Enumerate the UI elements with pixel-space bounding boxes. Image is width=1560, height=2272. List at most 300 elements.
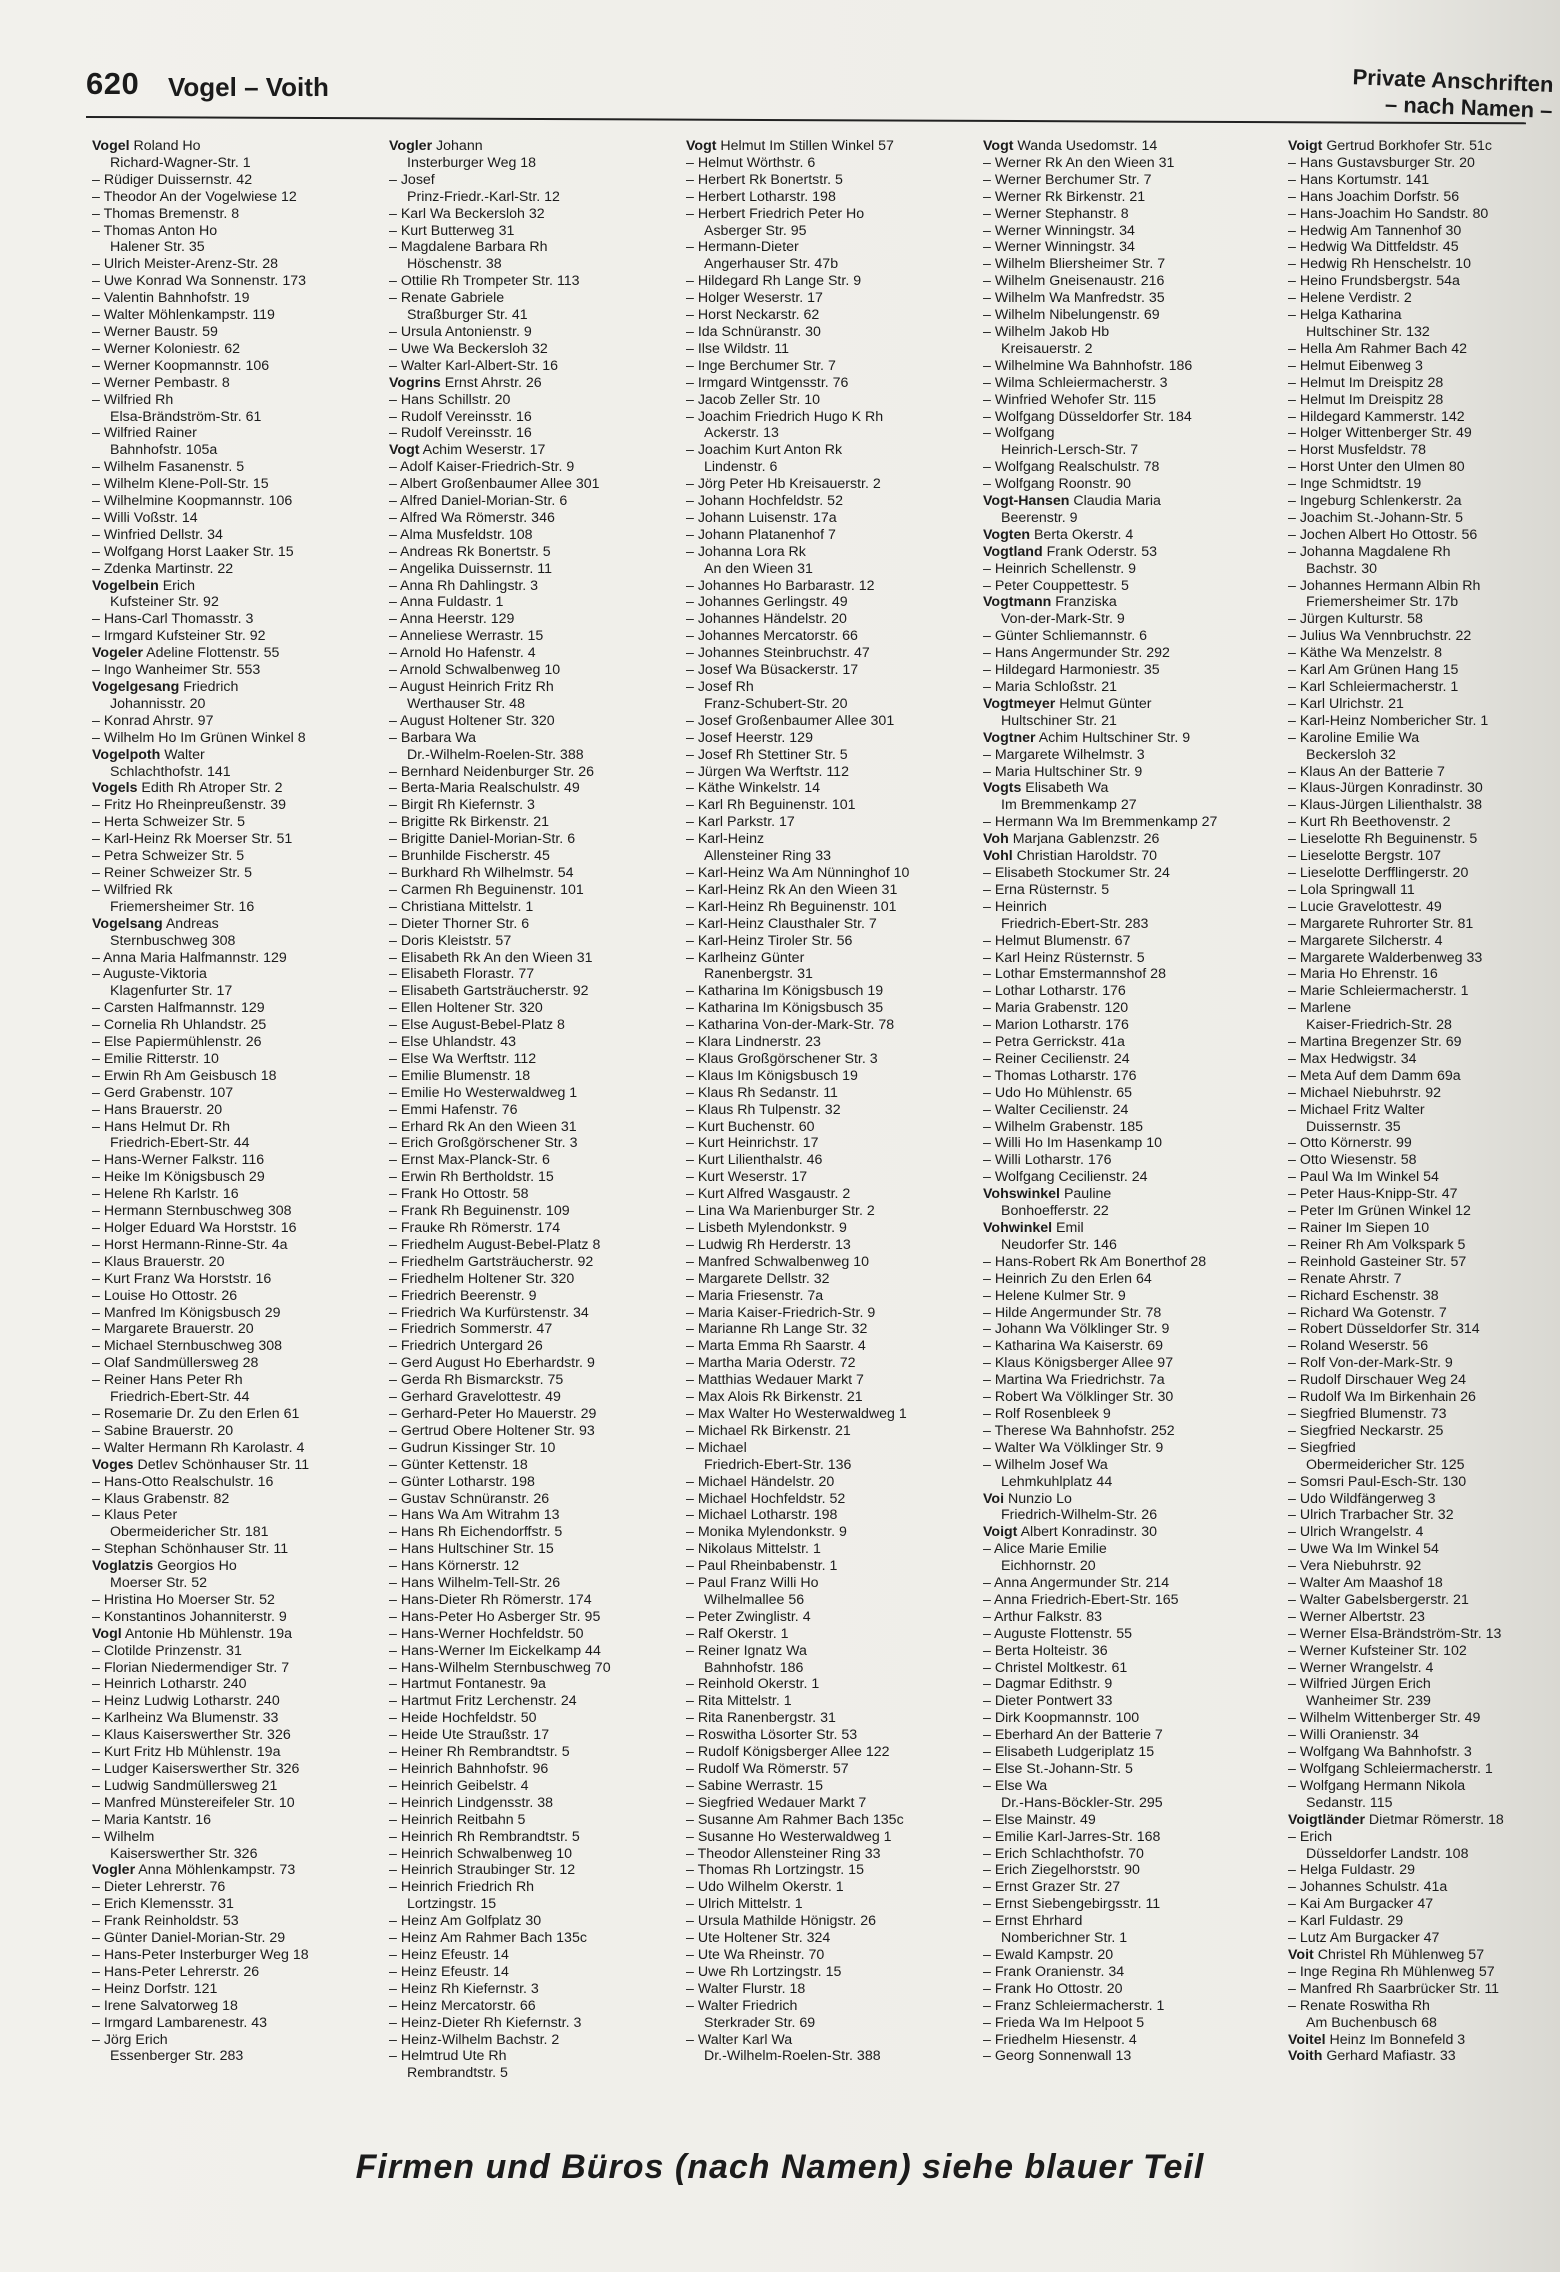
listing-entry <box>686 1879 978 1896</box>
entry-text: – Klaus Grabenstr. 82 <box>92 1490 230 1507</box>
listing-entry <box>983 307 1275 324</box>
listing-entry <box>1288 1474 1558 1491</box>
entry-text: – Werner Pembastr. 8 <box>92 374 230 391</box>
address-text: Straßburger Str. 41 <box>407 307 528 324</box>
listing-entry <box>686 1119 978 1136</box>
entry-text: – Otto Wiesenstr. 58 <box>1288 1152 1417 1169</box>
listing-entry <box>92 1288 384 1305</box>
entry-text: – Ludwig Sandmüllersweg 21 <box>92 1777 278 1794</box>
entry-text: – Helene Kulmer Str. 9 <box>983 1287 1126 1304</box>
listing-entry <box>92 611 384 628</box>
address-text: Friemersheimer Str. 17b <box>1306 594 1459 611</box>
surname: Vogelgesang <box>92 679 180 695</box>
listing-entry <box>686 1913 978 1930</box>
entry-text: – Dirk Koopmannstr. 100 <box>983 1710 1140 1727</box>
listing-entry <box>389 1271 681 1288</box>
column-2 <box>389 138 681 2082</box>
entry-text: – Margarete Brauerstr. 20 <box>92 1321 254 1338</box>
listing-entry <box>92 375 384 392</box>
listing-entry <box>983 1592 1275 1609</box>
listing-entry <box>92 1981 384 1998</box>
entry-text: – Brigitte Daniel-Morian-Str. 6 <box>389 831 576 848</box>
listing-entry <box>92 1085 384 1102</box>
entry-text: – Hans-Wilhelm Sternbuschweg 70 <box>389 1659 611 1676</box>
entry-text: – Werner Kufsteiner Str. 102 <box>1288 1642 1467 1659</box>
entry-text: – Hildegard Rh Lange Str. 9 <box>686 273 862 290</box>
listing-entry <box>983 1305 1275 1322</box>
entry-text: – Arnold Schwalbenweg 10 <box>389 662 561 679</box>
listing-entry <box>983 764 1275 781</box>
listing-entry <box>686 206 978 223</box>
listing-entry <box>389 1254 681 1271</box>
entry-text: – Cornelia Rh Uhlandstr. 25 <box>92 1017 267 1034</box>
listing-entry <box>389 730 681 747</box>
entry-text: – Kurt Lilienthalstr. 46 <box>686 1152 823 1169</box>
surname-entry <box>983 138 1275 155</box>
address-text: Prinz-Friedr.-Karl-Str. 12 <box>407 188 560 205</box>
listing-entry <box>686 510 978 527</box>
entry-text: – Jürgen Wa Werftstr. 112 <box>686 763 849 780</box>
entry-text: – Karl Am Grünen Hang 15 <box>1288 662 1459 679</box>
entry-text: – Katharina Im Königsbusch 35 <box>686 1000 884 1017</box>
listing-entry <box>92 1406 384 1423</box>
listing-entry <box>983 459 1275 476</box>
listing-entry <box>1288 1237 1558 1254</box>
entry-text: – Ellen Holtener Str. 320 <box>389 1000 543 1017</box>
listing-entry <box>389 966 681 983</box>
entry-text: – Ludger Kaiserswerther Str. 326 <box>92 1761 300 1777</box>
listing-entry <box>1288 358 1558 375</box>
listing-entry <box>983 865 1275 882</box>
surname: Vogelbein <box>92 577 159 594</box>
address-text: Friedrich-Ebert-Str. 44 <box>110 1389 250 1406</box>
entry-text: – Margarete Dellstr. 32 <box>686 1270 830 1287</box>
listing-entry <box>686 645 978 662</box>
entry-text: – Friedrich Sommerstr. 47 <box>389 1321 553 1338</box>
entry-text: – Reinhold Gasteiner Str. 57 <box>1288 1253 1467 1270</box>
listing-entry <box>686 476 978 493</box>
listing-entry <box>1288 831 1558 848</box>
listing-entry <box>389 392 681 409</box>
listing-entry <box>1288 1896 1558 1913</box>
listing-entry <box>686 1981 978 1998</box>
address-continuation <box>92 764 384 781</box>
entry-text: – Heinrich <box>983 898 1047 915</box>
entry-text: – Renate Roswitha Rh <box>1288 1997 1430 2014</box>
listing-entry <box>686 933 978 950</box>
listing-entry <box>983 375 1275 392</box>
entry-text: – Hans-Otto Realschulstr. 16 <box>92 1473 274 1490</box>
listing-entry <box>983 1643 1275 1660</box>
entry-text: Georgios Ho <box>153 1558 237 1575</box>
entry-text: – Erich Schlachthofstr. 70 <box>983 1845 1144 1862</box>
listing-entry <box>1288 341 1558 358</box>
entry-text: – Klara Lindnerstr. 23 <box>686 1034 821 1051</box>
listing-entry <box>92 1474 384 1491</box>
address-text: An den Wieen 31 <box>704 560 813 577</box>
entry-text: – Wolfgang Wa Bahnhofstr. 3 <box>1288 1744 1472 1761</box>
entry-text: – Heinrich Bahnhofstr. 96 <box>389 1761 549 1777</box>
surname: Vogtmann <box>983 594 1052 611</box>
entry-text: – Paul Wa Im Winkel 54 <box>1288 1169 1439 1186</box>
listing-entry <box>92 1660 384 1677</box>
address-text: Bahnhofstr. 186 <box>704 1659 804 1676</box>
listing-entry <box>389 1169 681 1186</box>
entry-text: – Klaus An der Batterie 7 <box>1288 763 1445 780</box>
listing-entry <box>92 1203 384 1220</box>
entry-text: – Barbara Wa <box>389 729 477 746</box>
listing-entry <box>92 307 384 324</box>
entry-text: – Michael Fritz Walter <box>1288 1101 1425 1118</box>
entry-text: – Wilhelm Fasanenstr. 5 <box>92 459 245 476</box>
entry-text: – Hedwig Wa Dittfeldstr. 45 <box>1288 239 1459 256</box>
entry-text: – Walter Wa Völklinger Str. 9 <box>983 1439 1164 1456</box>
listing-entry <box>686 155 978 172</box>
address-text: Friedrich-Ebert-Str. 283 <box>1001 915 1149 932</box>
listing-entry <box>1288 1778 1558 1795</box>
listing-entry <box>1288 476 1558 493</box>
entry-text: – Heinrich Friedrich Rh <box>389 1879 535 1896</box>
listing-entry <box>983 1119 1275 1136</box>
address-continuation <box>389 2065 681 2082</box>
entry-text: – Horst Unter den Ulmen 80 <box>1288 459 1465 476</box>
entry-text: – Walter Hermann Rh Karolastr. 4 <box>92 1439 305 1456</box>
listing-entry <box>983 1575 1275 1592</box>
entry-text: – Ursula Mathilde Hönigstr. 26 <box>686 1913 877 1930</box>
entry-text: – Vera Niebuhrstr. 92 <box>1288 1558 1422 1575</box>
listing-entry <box>389 797 681 814</box>
surname: Voh <box>983 831 1009 848</box>
listing-entry <box>1288 848 1558 865</box>
listing-entry <box>1288 493 1558 510</box>
entry-text: – Maria Hultschiner Str. 9 <box>983 763 1143 780</box>
surname: Vogts <box>983 780 1022 797</box>
listing-entry <box>1288 696 1558 713</box>
listing-entry <box>389 1491 681 1508</box>
entry-text: – Reiner Rh Am Volkspark 5 <box>1288 1236 1466 1253</box>
address-text: Obermeidericher Str. 125 <box>1306 1456 1465 1473</box>
entry-text: – Emilie Blumenstr. 18 <box>389 1067 531 1084</box>
listing-entry <box>92 1051 384 1068</box>
surname-entry <box>983 696 1275 713</box>
entry-text: – Paul Franz Willi Ho <box>686 1575 819 1592</box>
listing-entry <box>983 1744 1275 1761</box>
address-text: Hultschiner Str. 132 <box>1306 323 1430 340</box>
entry-text: – Erich <box>1288 1828 1333 1845</box>
address-continuation <box>686 223 978 240</box>
listing-entry <box>1288 1524 1558 1541</box>
address-continuation <box>389 696 681 713</box>
listing-entry <box>389 578 681 595</box>
address-text: Klagenfurter Str. 17 <box>110 983 233 1000</box>
listing-entry <box>686 865 978 882</box>
entry-text: – Wilhelmine Wa Bahnhofstr. 186 <box>983 357 1193 374</box>
entry-text: – Fritz Ho Rheinpreußenstr. 39 <box>92 797 286 814</box>
listing-entry <box>389 1220 681 1237</box>
address-text: Bahnhofstr. 105a <box>110 442 218 459</box>
listing-entry <box>1288 1609 1558 1626</box>
listing-entry <box>983 1862 1275 1879</box>
entry-text: – Lieselotte Derfflingerstr. 20 <box>1288 864 1469 881</box>
listing-entry <box>686 493 978 510</box>
listing-entry <box>686 1000 978 1017</box>
entry-text: – Wolfgang Cecilienstr. 24 <box>983 1169 1148 1186</box>
address-text: Im Bremmenkamp 27 <box>1001 797 1137 814</box>
listing-entry <box>983 578 1275 595</box>
entry-text: – Friedhelm Hiesenstr. 4 <box>983 2031 1137 2048</box>
entry-text: – Heinrich Zu den Erlen 64 <box>983 1270 1152 1287</box>
listing-entry <box>92 814 384 831</box>
entry-text: – Dieter Pontwert 33 <box>983 1693 1113 1710</box>
surname-entry <box>389 138 681 155</box>
surname-entry <box>92 1457 384 1474</box>
entry-text: – Rudolf Dirschauer Weg 24 <box>1288 1372 1466 1389</box>
listing-entry <box>1288 1102 1558 1119</box>
address-text: Ranenbergstr. 31 <box>704 966 813 983</box>
entry-text: – Rosemarie Dr. Zu den Erlen 61 <box>92 1405 300 1422</box>
entry-text: – Helmut Im Dreispitz 28 <box>1288 391 1444 408</box>
entry-text: – Karlheinz Günter <box>686 949 805 966</box>
entry-text: – Gustav Schnüranstr. 26 <box>389 1490 550 1507</box>
entry-text: Anna Möhlenkampstr. 73 <box>135 1862 296 1879</box>
entry-text: – Hans-Carl Thomasstr. 3 <box>92 611 254 628</box>
entry-text: – Marion Lotharstr. 176 <box>983 1017 1129 1034</box>
entry-text: – Hermann Wa Im Bremmenkamp 27 <box>983 814 1218 831</box>
listing-entry <box>389 2048 681 2065</box>
listing-entry <box>1288 966 1558 983</box>
entry-text: – Ulrich Wrangelstr. 4 <box>1288 1524 1424 1541</box>
entry-text: – Else St.-Johann-Str. 5 <box>983 1761 1133 1777</box>
listing-entry <box>389 2032 681 2049</box>
entry-text: – Wilhelm Ho Im Grünen Winkel 8 <box>92 729 306 746</box>
entry-text: – Katharina Von-der-Mark-Str. 78 <box>686 1017 895 1034</box>
listing-entry <box>1288 916 1558 933</box>
entry-text: – Auguste-Viktoria <box>92 966 207 983</box>
entry-text: – Heide Ute Straußstr. 17 <box>389 1727 550 1744</box>
entry-text: – Gerd August Ho Eberhardstr. 9 <box>389 1355 595 1372</box>
entry-text: – Karl Ulrichstr. 21 <box>1288 695 1404 712</box>
listing-entry <box>686 1406 978 1423</box>
entry-text: – Klaus Kaiserswerther Str. 326 <box>92 1727 291 1744</box>
listing-entry <box>92 1710 384 1727</box>
surname-entry <box>983 730 1275 747</box>
section-title-line1: Private Anschriften <box>1352 64 1554 97</box>
entry-text: – Manfred Im Königsbusch 29 <box>92 1304 281 1321</box>
listing-entry <box>389 594 681 611</box>
listing-entry <box>389 1119 681 1136</box>
address-text: Dr.-Wilhelm-Roelen-Str. 388 <box>704 2048 881 2065</box>
entry-text: – Werner Stephanstr. 8 <box>983 205 1129 222</box>
listing-entry <box>983 882 1275 899</box>
entry-text: – Anneliese Werrastr. 15 <box>389 628 544 645</box>
entry-text: – Irmgard Kufsteiner Str. 92 <box>92 628 266 645</box>
entry-text: – Heike Im Königsbusch 29 <box>92 1169 265 1186</box>
surname-entry <box>983 1186 1275 1203</box>
listing-entry <box>983 476 1275 493</box>
entry-text: – Udo Wildfängerweg 3 <box>1288 1490 1436 1507</box>
listing-entry <box>686 1474 978 1491</box>
address-continuation <box>983 1507 1275 1524</box>
entry-text: – Alfred Daniel-Morian-Str. 6 <box>389 493 568 510</box>
entry-text: – Kurt Rh Beethovenstr. 2 <box>1288 814 1451 831</box>
entry-text: – Johannes Mercatorstr. 66 <box>686 628 858 645</box>
address-text: Friemersheimer Str. 16 <box>110 898 255 915</box>
listing-entry <box>389 1558 681 1575</box>
entry-text: – Thomas Lotharstr. 176 <box>983 1067 1137 1084</box>
listing-entry <box>92 324 384 341</box>
entry-text: – Gertrud Obere Holtener Str. 93 <box>389 1422 595 1439</box>
listing-entry <box>92 273 384 290</box>
entry-text: – Heino Frundsbergstr. 54a <box>1288 273 1460 290</box>
listing-entry <box>686 1372 978 1389</box>
address-text: Schlachthofstr. 141 <box>110 763 231 780</box>
entry-text: – Rudolf Wa Im Birkenhain 26 <box>1288 1389 1476 1406</box>
listing-entry <box>983 1017 1275 1034</box>
entry-text: – Petra Schweizer Str. 5 <box>92 848 245 865</box>
address-continuation <box>92 696 384 713</box>
listing-entry <box>92 1034 384 1051</box>
entry-text: – Lothar Emstermannshof 28 <box>983 966 1166 983</box>
entry-text: – Berta Holteistr. 36 <box>983 1642 1108 1659</box>
entry-text: – Johann Wa Völklinger Str. 9 <box>983 1321 1170 1338</box>
listing-entry <box>983 1457 1275 1474</box>
address-text: Bonhoefferstr. 22 <box>1001 1203 1109 1220</box>
listing-entry <box>92 1829 384 1846</box>
entry-text: – Martha Maria Oderstr. 72 <box>686 1355 856 1372</box>
address-continuation <box>92 899 384 916</box>
listing-entry <box>686 1102 978 1119</box>
entry-text: – Karl-Heinz Rk An den Wieen 31 <box>686 881 898 898</box>
entry-text: – Max Hedwigstr. 34 <box>1288 1050 1417 1067</box>
listing-entry <box>389 662 681 679</box>
address-text: Wilhelmallee 56 <box>704 1591 805 1608</box>
entry-text: – Kai Am Burgacker 47 <box>1288 1896 1434 1913</box>
listing-entry <box>983 1609 1275 1626</box>
listing-entry <box>92 1237 384 1254</box>
listing-entry <box>983 1812 1275 1829</box>
entry-text: – Rolf Rosenbleek 9 <box>983 1405 1111 1422</box>
listing-entry <box>983 1846 1275 1863</box>
listing-entry <box>92 527 384 544</box>
listing-entry <box>389 916 681 933</box>
address-continuation <box>983 442 1275 459</box>
listing-entry <box>92 1338 384 1355</box>
entry-text: – Herta Schweizer Str. 5 <box>92 814 245 831</box>
listing-entry <box>1288 933 1558 950</box>
entry-text: – Udo Ho Mühlenstr. 65 <box>983 1084 1133 1101</box>
entry-text: – Klaus Peter <box>92 1507 178 1524</box>
entry-text: – Johannes Ho Barbarastr. 12 <box>686 577 875 594</box>
surname-entry <box>1288 1947 1558 1964</box>
listing-entry <box>686 628 978 645</box>
listing-entry <box>389 206 681 223</box>
entry-text: – Roland Weserstr. 56 <box>1288 1338 1429 1355</box>
listing-entry <box>1288 1727 1558 1744</box>
entry-text: – Lola Springwall 11 <box>1288 881 1415 898</box>
listing-entry <box>983 1660 1275 1677</box>
listing-entry <box>686 1541 978 1558</box>
entry-text: – Susanne Am Rahmer Bach 135c <box>686 1811 904 1828</box>
entry-text: – Anna Angermunder Str. 214 <box>983 1575 1170 1592</box>
listing-entry <box>1288 290 1558 307</box>
listing-entry <box>389 1321 681 1338</box>
listing-entry <box>983 223 1275 240</box>
entry-text: – Hans Helmut Dr. Rh <box>92 1118 230 1135</box>
address-text: Duissernstr. 35 <box>1306 1118 1401 1135</box>
entry-text: – Johannes Gerlingstr. 49 <box>686 594 848 611</box>
entry-text: – Hildegard Kammerstr. 142 <box>1288 408 1465 425</box>
entry-text: – Johann Platanenhof 7 <box>686 526 836 543</box>
address-continuation <box>92 1389 384 1406</box>
entry-text: – Louise Ho Ottostr. 26 <box>92 1287 238 1304</box>
surname-entry <box>1288 1812 1558 1829</box>
entry-text: – Wilhelm Wittenberger Str. 49 <box>1288 1710 1481 1727</box>
entry-text: Johann <box>432 138 483 154</box>
listing-entry <box>686 1524 978 1541</box>
surname-entry <box>983 831 1275 848</box>
entry-text: – Heinz-Wilhelm Bachstr. 2 <box>389 2031 560 2048</box>
entry-text: – Angelika Duissernstr. 11 <box>389 560 552 577</box>
entry-text: Emil <box>1052 1220 1084 1236</box>
entry-text: – Therese Wa Bahnhofstr. 252 <box>983 1422 1175 1439</box>
listing-entry <box>686 1288 978 1305</box>
listing-entry <box>983 1676 1275 1693</box>
entry-text: – Hans Gustavsburger Str. 20 <box>1288 154 1475 171</box>
entry-text: Marjana Gablenzstr. 26 <box>1008 831 1160 848</box>
entry-text: – Wolfgang Schleiermacherstr. 1 <box>1288 1761 1493 1777</box>
listing-entry <box>1288 1879 1558 1896</box>
listing-entry <box>1288 307 1558 324</box>
listing-entry <box>389 1423 681 1440</box>
listing-entry <box>389 1203 681 1220</box>
listing-entry <box>1288 865 1558 882</box>
listing-entry <box>389 1186 681 1203</box>
listing-entry <box>983 206 1275 223</box>
entry-text: – Maria Grabenstr. 120 <box>983 1000 1129 1017</box>
entry-text: – Thomas Rh Lortzingstr. 15 <box>686 1862 864 1879</box>
address-continuation <box>92 1846 384 1863</box>
listing-entry <box>686 1626 978 1643</box>
entry-text: – Josef Wa Büsackerstr. 17 <box>686 662 859 679</box>
listing-entry <box>92 1507 384 1524</box>
listing-entry <box>1288 1930 1558 1947</box>
entry-text: – Rüdiger Duissernstr. 42 <box>92 171 253 188</box>
address-continuation <box>983 1558 1275 1575</box>
entry-text: – Helga Fuldastr. 29 <box>1288 1862 1415 1879</box>
address-text: Dr.-Wilhelm-Roelen-Str. 388 <box>407 746 584 763</box>
listing-entry <box>686 730 978 747</box>
listing-entry <box>92 1693 384 1710</box>
surname-entry <box>92 645 384 662</box>
listing-entry <box>1288 713 1558 730</box>
entry-text: – Reiner Schweizer Str. 5 <box>92 864 253 881</box>
entry-text: – Birgit Rh Kiefernstr. 3 <box>389 797 535 814</box>
entry-text: – Walter Flurstr. 18 <box>686 1980 806 1997</box>
entry-text: – Wolfgang Düsseldorfer Str. 184 <box>983 408 1192 425</box>
listing-entry <box>686 1558 978 1575</box>
address-text: Ackerstr. 13 <box>704 425 779 442</box>
listing-entry <box>389 628 681 645</box>
entry-text: Detlev Schönhauser Str. 11 <box>133 1456 310 1473</box>
listing-entry <box>983 1879 1275 1896</box>
listing-entry <box>983 747 1275 764</box>
listing-entry <box>389 1761 681 1778</box>
listing-entry <box>1288 1220 1558 1237</box>
listing-entry <box>1288 1964 1558 1981</box>
entry-text: – Jürgen Kulturstr. 58 <box>1288 611 1423 628</box>
entry-text: – Günter Schliemannstr. 6 <box>983 628 1148 645</box>
entry-text: – Margarete Walderbenweg 33 <box>1288 949 1483 966</box>
